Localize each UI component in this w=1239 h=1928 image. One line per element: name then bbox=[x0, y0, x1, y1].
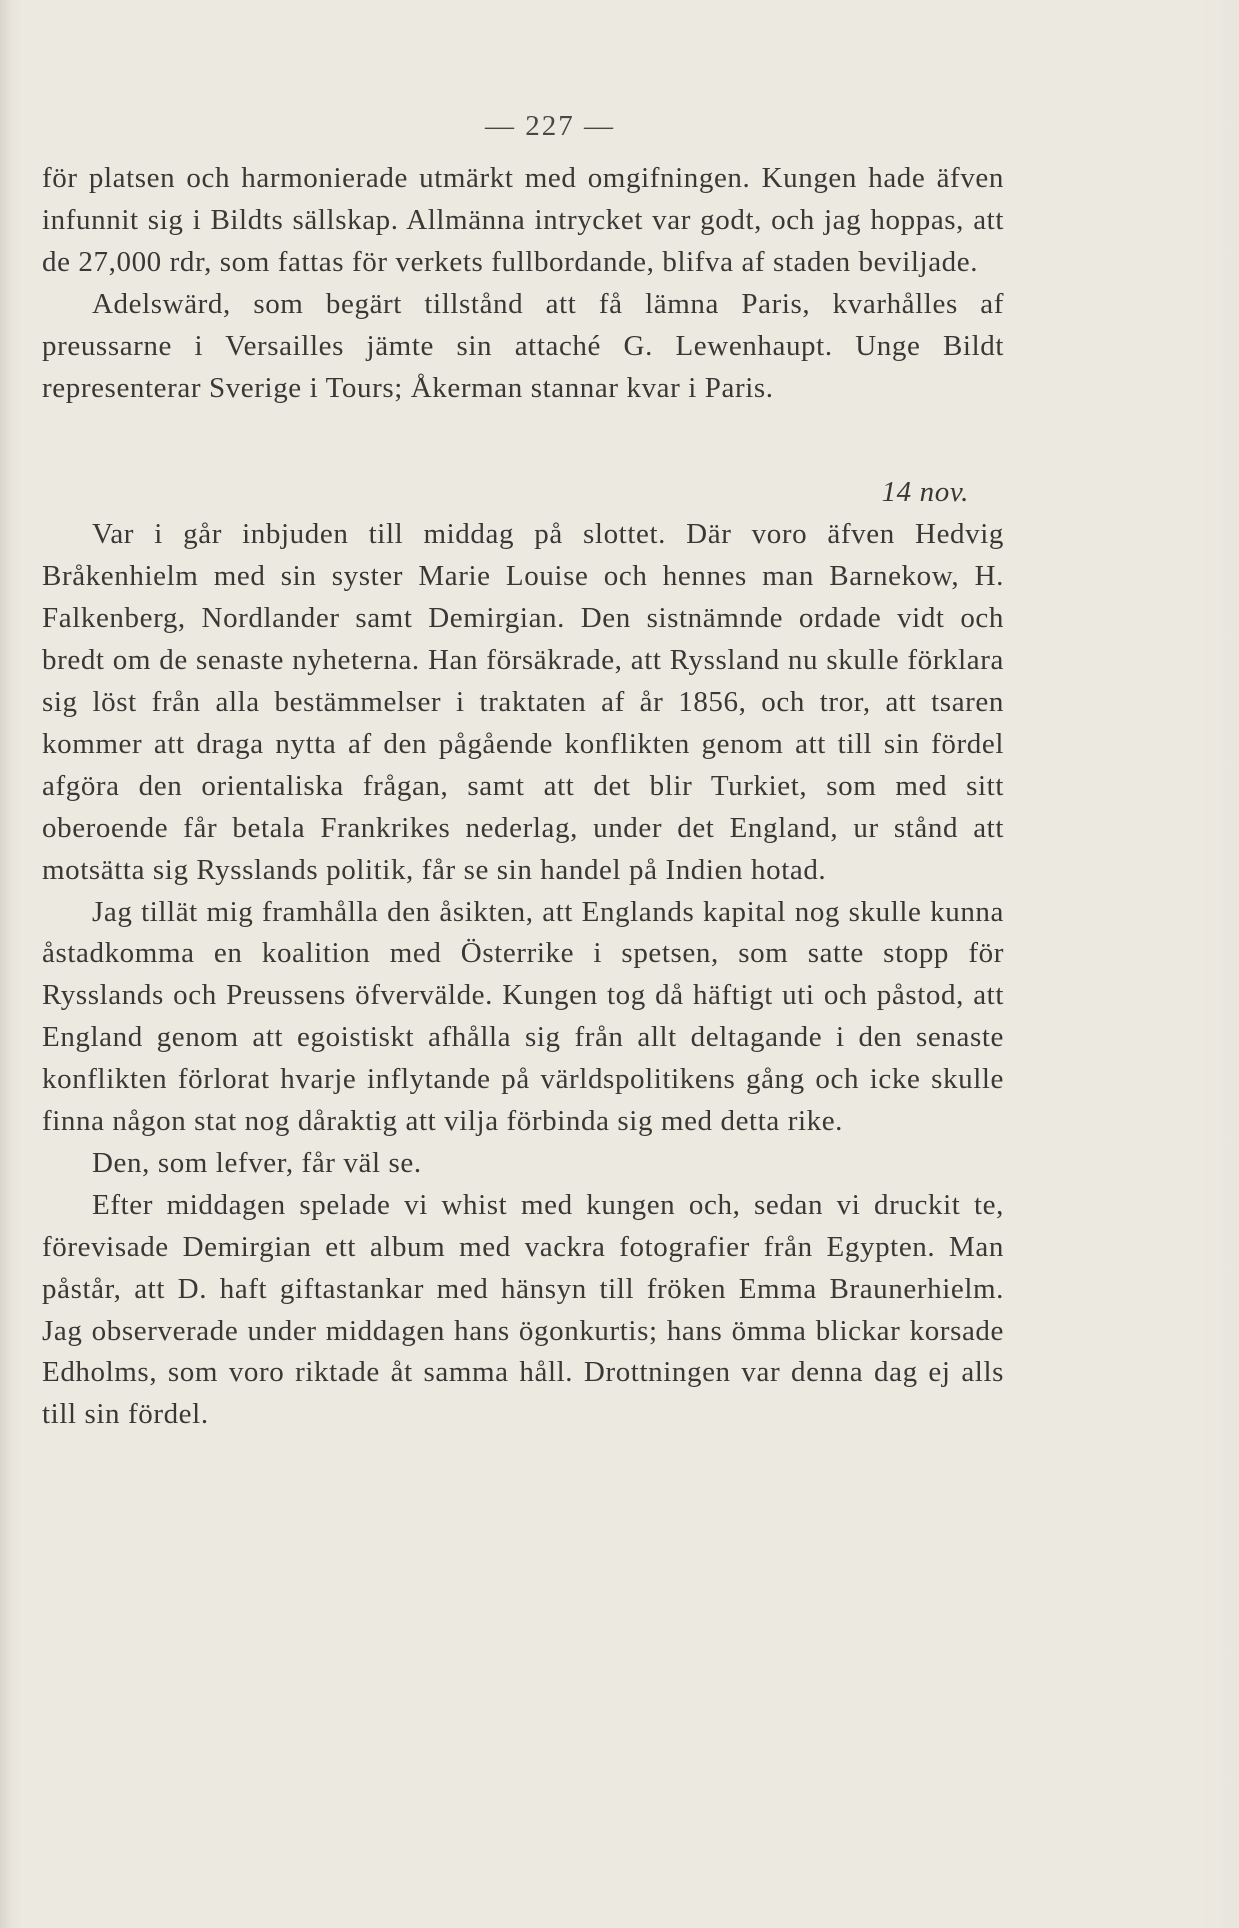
paragraph-3: Var i går inbjuden till middag på slottet. Där voro äfven Hedvig Bråkenhielm med sin syster Marie Louise och hennes man Barnekow, H. Falkenberg, Nordlander samt Demirgian. Den sistnämnde ordade vidt och bredt om de senaste nyheterna. Han försäkrade, att Ryssland nu skulle förklara sig löst från alla bestämmelser i traktaten af år 1856, och tror, att tsaren kommer att draga nytta af den pågående konflikten genom att till sin fördel afgöra den orientaliska frågan, samt att det blir Turkiet, som med sitt oberoende får betala Frankrikes nederlag, under det England, ur stånd att motsätta sig Rysslands politik, får se sin handel på Indien hotad. bbox=[42, 518, 1004, 886]
paragraph-2: Adelswärd, som begärt tillstånd att få lämna Paris, kvarhålles af preussarne i Versailles jämte sin attaché G. Lewenhaupt. Unge Bildt representerar Sverige i Tours; Åkerman stannar kvar i Paris. bbox=[42, 287, 1004, 404]
paragraph-1: för platsen och harmonierade utmärkt med omgifningen. Kungen hade äfven infunnit sig i Bildts sällskap. Allmänna intrycket var godt, och jag hoppas, att de 27,000 rdr, som fattas för verkets fullbordande, blifva af staden beviljade. bbox=[42, 162, 1004, 278]
paragraph-5: Den, som lefver, får väl se. bbox=[92, 1146, 422, 1179]
paragraph-6: Efter middagen spelade vi whist med kungen och, sedan vi druckit te, förevisade Demirgian ett album med vackra fotografier från Egypten. Man påstår, att D. haft giftastankar med hänsyn till fröken Emma Braunerhielm. Jag observerade under middagen hans ögonkurtis; hans ömma blickar korsade Edholms, som voro riktade åt samma håll. Drottningen var denna dag ej alls till sin fördel. bbox=[42, 1188, 1004, 1431]
date-heading: 14 nov. bbox=[881, 476, 969, 509]
section-gap bbox=[42, 409, 1004, 472]
body-text bbox=[42, 158, 1004, 1436]
paragraph-4: Jag tillät mig framhålla den åsikten, att Englands kapital nog skulle kunna åstadkomma en koalition med Österrike i spetsen, som satte stopp för Rysslands och Preussens öfvervälde. Kungen tog då häftigt uti och påstod, att England genom att egoistiskt afhålla sig från allt deltagande i den senaste konflikten förlorat hvarje inflytande på världspolitikens gång och icke skulle finna någon stat nog dåraktig att vilja förbinda sig med detta rike. bbox=[42, 895, 1004, 1138]
page-number: — 227 — bbox=[485, 110, 615, 142]
